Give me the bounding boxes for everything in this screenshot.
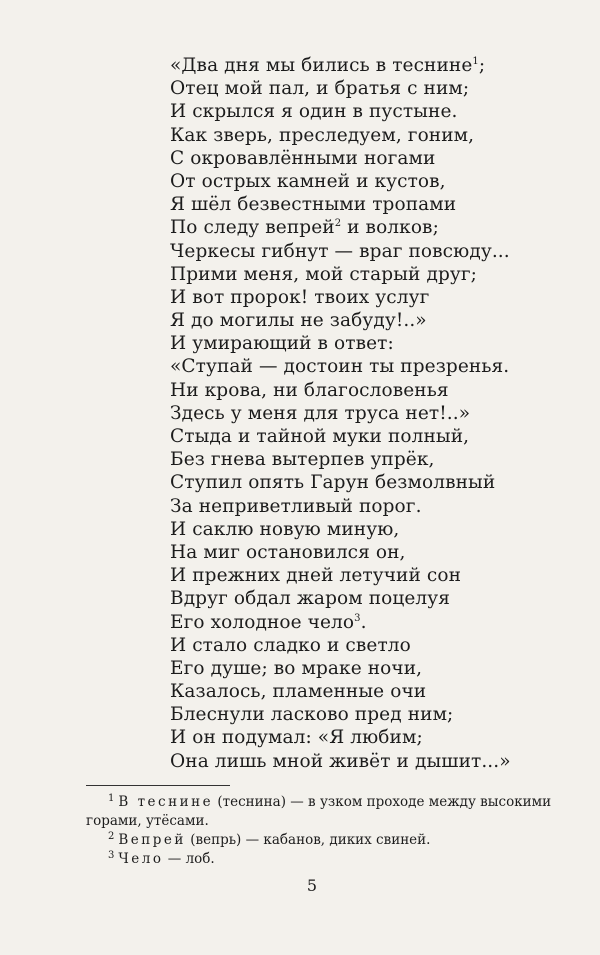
footnote-mark: 3 (354, 612, 361, 624)
poem-line: Ступил опять Гарун безмолвный (170, 472, 496, 494)
poem-line: За неприветливый порог. (170, 495, 422, 517)
poem-line: Блеснули ласково пред ним; (170, 704, 454, 726)
footnote-text: (вепрь) — кабанов, диких свиней. (185, 832, 431, 848)
poem-line: И умирающий в ответ: (170, 333, 394, 355)
poem-line: «Два дня мы бились в теснине$^1$; (170, 55, 486, 76)
footnote-number: 1 (108, 792, 115, 804)
poem-line: И вот пророк! твоих услуг (170, 286, 430, 308)
footnote-1 (86, 793, 566, 812)
footnote-mark: 2 (334, 218, 342, 230)
footnote-mark: 1 (472, 55, 479, 67)
footnote-term: В теснине (118, 794, 214, 810)
poem-line: И скрылся я один в пустыне. (170, 101, 458, 123)
poem-line: Его душе; во мраке ночи, (170, 657, 423, 679)
poem-line: Она лишь мной живёт и дышит...» (170, 750, 511, 772)
poem-line: И саклю новую миную, (170, 518, 400, 540)
poem-line: Стыда и тайной муки полный, (170, 426, 470, 447)
poem-line: По следу вепрей$^2$ и волков; (170, 217, 439, 239)
footnote-2 (86, 831, 566, 850)
footnote-text: — лоб. (163, 851, 215, 867)
footnote-term: Чело (118, 851, 164, 867)
footnote-divider (86, 785, 230, 786)
page-number: 5 (306, 876, 318, 895)
poem-line: Черкесы гибнут — враг повсюду... (170, 240, 510, 262)
poem-line: Я шёл безвестными тропами (170, 194, 457, 216)
poem-text (170, 54, 570, 773)
poem-line: «Ступай — достоин ты презренья. (170, 356, 510, 378)
footnote-1-continued: горами, утёсами. (86, 813, 209, 829)
poem-line: От острых камней и кустов, (170, 170, 446, 192)
poem-line: На миг остановился он, (170, 541, 406, 563)
poem-line: И прежних дней летучий сон (170, 565, 462, 587)
poem-line: Без гнева вытерпев упрёк, (170, 449, 435, 471)
poem-line: С окровавлёнными ногами (170, 147, 436, 169)
footnote-number: 2 (108, 830, 115, 842)
footnote-term: Вепрей (118, 832, 186, 848)
footnote-3 (86, 850, 566, 869)
poem-line: Ни крова, ни благословенья (170, 379, 449, 401)
poem-line: И стало сладко и светло (170, 634, 411, 656)
footnotes (86, 793, 566, 869)
footnote-number: 3 (108, 849, 115, 861)
poem-line: Казалось, пламенные очи (170, 681, 427, 703)
poem-line: Прими меня, мой старый друг; (170, 263, 477, 285)
poem-line: Его холодное чело$^3$. (170, 611, 367, 633)
footnote-text: (теснина) — в узком проходе между высокими (213, 794, 552, 810)
poem-line: Как зверь, преследуем, гоним, (170, 124, 475, 146)
poem-line: И он подумал: «Я любим; (170, 727, 423, 749)
poem-line: Вдруг обдал жаром поцелуя (170, 588, 451, 610)
poem-line: Я до могилы не забуду!..» (170, 310, 427, 332)
poem-line: Здесь у меня для труса нет!..» (170, 402, 471, 424)
poem-line: Отец мой пал, и братья с ним; (170, 78, 470, 100)
